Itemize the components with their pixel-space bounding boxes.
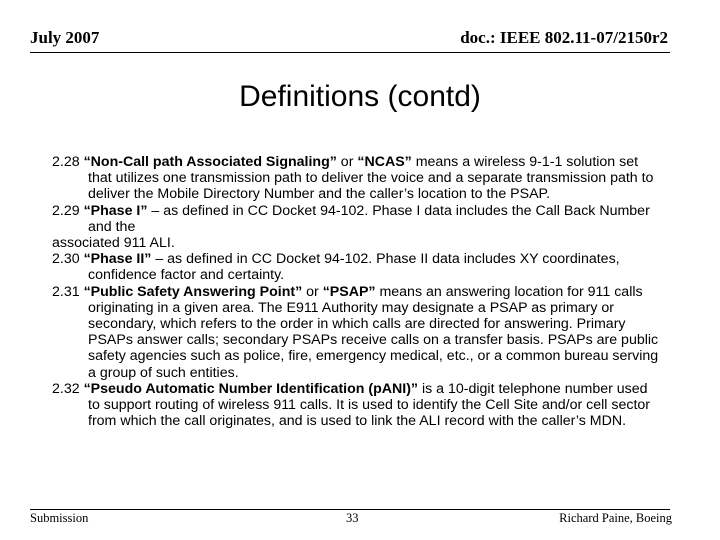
- header-divider: [30, 52, 670, 53]
- page-number: 33: [346, 511, 359, 525]
- footer-submission: Submission: [30, 511, 89, 525]
- definition-term: “Pseudo Automatic Number Identification (pANI)”: [83, 380, 419, 397]
- definition-number: 2.32: [52, 380, 84, 397]
- definition-number: 2.30: [52, 251, 84, 268]
- definition-term: “Phase I”: [83, 202, 148, 219]
- header-date: July 2007: [30, 28, 100, 47]
- definition-continuation: associated 911 ALI.: [52, 235, 175, 252]
- slide-title: Definitions (contd): [239, 80, 481, 113]
- definition-term: “Phase II”: [83, 251, 152, 268]
- definition-text: means an answering location for 911 calls originating in a given area. The E911 Authority may designate a PSAP as primary or secondary, which refers to the order in which calls are directed for answering. Primary PSAPs answer calls; secondary PSAPs receive calls on a transfer basis. PSAPs are public safety agencies such as police, fire, emergency medical, etc., or a common bureau serving a group of such entities.: [88, 283, 659, 381]
- definition-text: – as defined in CC Docket 94-102. Phase II data includes XY coordinates, confidence factor and certainty.: [88, 251, 620, 284]
- footer-author: Richard Paine, Boeing: [559, 511, 672, 525]
- definition-2-32: [52, 381, 662, 430]
- definition-number: 2.28: [52, 154, 84, 170]
- definition-number: 2.31: [52, 283, 84, 300]
- definitions-body: [52, 154, 662, 429]
- definition-2-28: [52, 154, 662, 203]
- definition-2-29: [52, 203, 662, 235]
- definition-term: “Public Safety Answering Point”: [83, 283, 303, 300]
- definition-connector: or: [302, 283, 323, 300]
- definition-text: means a wireless 9-1-1 solution set that utilizes one transmission path to deliver the voice and a separate transmission path to deliver the Mobile Directory Number and the caller’s location to the PSAP.: [88, 154, 654, 203]
- definition-2-30: [52, 251, 662, 283]
- definition-abbreviation: “NCAS”: [357, 154, 412, 170]
- definition-text: – as defined in CC Docket 94-102. Phase I data includes the Call Back Number and the: [88, 202, 650, 235]
- definition-connector: or: [336, 154, 358, 170]
- definition-text: is a 10-digit telephone number used to support routing of wireless 911 calls. It is used to identify the Cell Site and/or cell sector from which the call originates, and is used to link the ALI record with the caller’s MDN.: [88, 380, 650, 430]
- definition-term: “Non-Call path Associated Signaling”: [83, 154, 337, 170]
- definition-number: 2.29: [52, 202, 84, 219]
- definition-abbreviation: “PSAP”: [322, 283, 376, 300]
- footer-divider: [30, 509, 670, 510]
- header-doc-id: doc.: IEEE 802.11-07/2150r2: [460, 28, 668, 47]
- definition-2-31: [52, 284, 662, 381]
